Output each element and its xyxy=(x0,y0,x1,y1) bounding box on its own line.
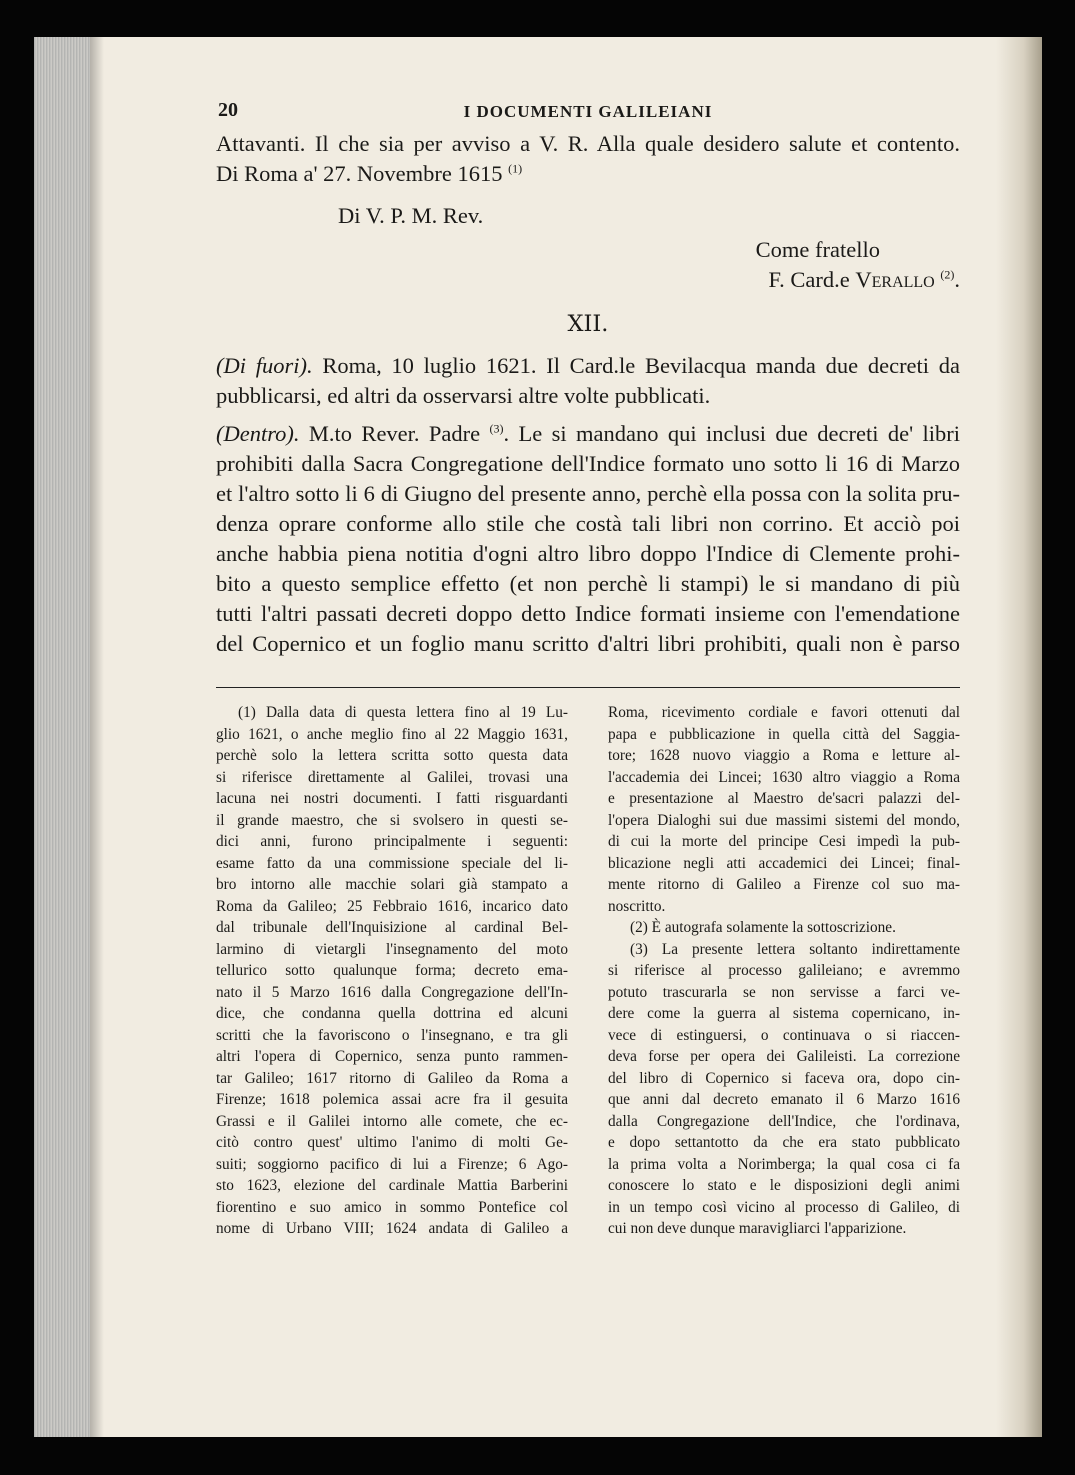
footnote-line: citò contro quest' ultimo l'animo di molti Ge- xyxy=(216,1134,568,1151)
salutation: Di V. P. M. Rev. xyxy=(338,203,484,228)
footnote-line: e dopo settantotto da che era stato pubblicato xyxy=(608,1134,960,1151)
page-content xyxy=(216,93,960,1240)
footnote-line: fiorentino e suo amico in sommo Pontefice col xyxy=(216,1198,568,1216)
footnote-line: tar Galileo; 1617 ritorno di Galileo da Roma a xyxy=(216,1069,568,1087)
footnote-line: conoscere lo stato e le disposizioni degli animi xyxy=(608,1177,960,1194)
text-line: denza oprare conforme allo stile che costà tali libri non corrino. Et acciò poi xyxy=(216,511,960,536)
footnote-line: blicazione negli atti accademici dei Lincei; final- xyxy=(608,854,960,872)
footnote-line: si riferisce al processo galileiano; e avremmo xyxy=(608,962,960,979)
document-number: XII. xyxy=(567,311,609,337)
footnotes-right-column xyxy=(608,702,960,1240)
footnote-line: papa e pubblicazione in quella città del Saggia- xyxy=(608,725,960,743)
page-edges xyxy=(34,37,90,1437)
footnote-line: (1) Dalla data di questa lettera fino al 19 Lu- xyxy=(238,704,568,721)
signature: F. Card.e Verallo $^{(2)}$. xyxy=(768,267,960,292)
footnote-divider xyxy=(216,687,960,688)
footnote-line: dere come la guerra al sistema copernicano, in- xyxy=(608,1005,960,1022)
running-title: I DOCUMENTI GALILEIANI xyxy=(463,102,713,121)
footnote-line: dalla Congregazione dell'Indice, che l'ordinava, xyxy=(608,1112,960,1130)
footnote-line: dal tribunale dell'Inquisizione al cardinal Bel- xyxy=(216,919,568,936)
footnote-line: (2) È autografa solamente la sottoscrizione. xyxy=(630,919,896,936)
footnote-line: Firenze; 1618 polemica assai acre fra il gesuita xyxy=(216,1091,568,1108)
text-line: Di Roma a' 27. Novembre 1615 $^{(1)}$ xyxy=(216,161,523,186)
text-line: Attavanti. Il che sia per avviso a V. R. Alla quale desidero salute et contento. xyxy=(216,131,960,156)
footnote-line: vece di estinguersi, o continuava o si riaccen- xyxy=(608,1026,960,1044)
running-header xyxy=(216,93,960,129)
footnote-line: e presentazione al Maestro de'sacri palazzi del- xyxy=(608,790,960,807)
text-line: (Dentro). M.to Rever. Padre $^{(3)}$. Le si mandano qui inclusi due decreti de' libri xyxy=(216,421,961,446)
footnote-line: tore; 1628 nuovo viaggio a Roma e letture al- xyxy=(608,747,960,764)
footnote-line: que anni dal decreto emanato il 6 Marzo 1616 xyxy=(608,1091,960,1108)
footnote-line: tellurico sotto qualunque forma; decreto ema- xyxy=(216,962,568,979)
footnote-line: esame fatto da una commissione speciale del li- xyxy=(216,854,568,872)
footnote-line: l'opera Dialoghi sui due massimi sistemi del mondo, xyxy=(608,811,960,829)
footnote-line: si riferisce direttamente al Galilei, trovasi una xyxy=(216,768,568,786)
footnotes-left-column xyxy=(216,702,568,1240)
text-line: et l'altro sotto li 6 di Giugno del presente anno, perchè ella possa con la solita pru- xyxy=(216,481,960,506)
footnote-line: dice, che condanna quella dottrina ed alcuni xyxy=(216,1005,568,1022)
paragraph-dentro xyxy=(216,419,960,659)
footnote-line: in un tempo così vicino al processo di Galileo, di xyxy=(608,1198,960,1216)
footnotes xyxy=(216,702,960,1240)
footnote-line: dici anni, furono principalmente i seguenti: xyxy=(216,833,568,850)
footnote-line: del libro di Copernico si faceva ora, dopo cin- xyxy=(608,1069,960,1087)
text-line: (Di fuori). Roma, 10 luglio 1621. Il Card.le Bevilacqua manda due decreti da xyxy=(216,353,961,378)
footnote-line: la prima volta a Norimberga; la qual cosa ci fa xyxy=(608,1155,960,1173)
book-gutter xyxy=(996,37,1042,1437)
text-line: tutti l'altri passati decreti doppo detto Indice formati insieme con l'emendatione xyxy=(216,601,960,626)
footnote-line: cui non deve dunque maravigliarci l'apparizione. xyxy=(608,1220,907,1237)
footnote-line: perchè solo la lettera scritta sotto questa data xyxy=(216,747,568,764)
text-line: anche habbia piena notitia d'ogni altro libro doppo l'Indice di Clemente prohi- xyxy=(216,541,960,566)
footnote-line: l'accademia dei Lincei; 1630 altro viaggio a Roma xyxy=(608,768,960,786)
footnote-line: mente ritorno di Galileo a Firenze col suo ma- xyxy=(608,876,960,893)
page-number: 20 xyxy=(218,99,238,121)
letter-end xyxy=(216,129,960,295)
footnote-line: potuto trascurarla se non servisse a farci ve- xyxy=(608,983,960,1001)
footnote-line: lacuna nei nostri documenti. I fatti risguardanti xyxy=(216,790,568,807)
footnote-line: suiti; soggiorno pacifico di lui a Firenze; 6 Ago- xyxy=(216,1155,568,1173)
paragraph-fuori xyxy=(216,351,960,411)
footnote-line: glio 1621, o anche meglio fino al 22 Maggio 1631, xyxy=(216,725,568,743)
text-line: bito a questo semplice effetto (et non perchè li stampi) le si mandano di più xyxy=(216,571,960,596)
footnote-line: Roma, ricevimento cordiale e favori ottenuti dal xyxy=(608,704,960,721)
footnote-line: altri l'opera di Copernico, senza punto rammen- xyxy=(216,1048,568,1065)
text-line: prohibiti dalla Sacra Congregatione dell'Indice formato uno sotto li 16 di Marzo xyxy=(216,451,960,476)
footnote-line: bro intorno alle macchie solari già stampato a xyxy=(216,876,568,893)
footnote-line: larmino di vietargli l'insegnamento del moto xyxy=(216,940,568,958)
footnote-line: di cui la morte del principe Cesi impedì la pub- xyxy=(608,833,960,850)
text-line: pubblicarsi, ed altri da osservarsi altre volte pubblicati. xyxy=(216,383,711,408)
closing: Come fratello xyxy=(755,237,880,262)
book-page xyxy=(34,37,1042,1437)
footnote-line: noscritto. xyxy=(608,897,666,915)
footnote-ref: (2) xyxy=(940,267,955,282)
footnote-line: nome di Urbano VIII; 1624 andata di Galileo a xyxy=(216,1220,568,1237)
footnote-line: Grassi e il Galilei intorno alle comete, che ec- xyxy=(216,1112,568,1130)
footnote-line: Roma da Galileo; 25 Febbraio 1616, incarico dato xyxy=(216,897,568,915)
footnote-line: sto 1623, elezione del cardinale Mattia Barberini xyxy=(216,1177,568,1194)
footnote-line: il grande maestro, che si svolsero in questi se- xyxy=(216,811,568,829)
footnote-line: nato il 5 Marzo 1616 dalla Congregazione dell'In- xyxy=(216,983,568,1001)
text-line: del Copernico et un foglio manu scritto d'altri libri prohibiti, quali non è parso xyxy=(216,631,960,656)
footnote-line: deva forse per opera dei Galileisti. La correzione xyxy=(608,1048,960,1065)
footnote-ref: (1) xyxy=(508,161,523,176)
footnote-line: scritti che la favoriscono o l'insegnano, e tra gli xyxy=(216,1026,568,1044)
footnote-line: (3) La presente lettera soltanto indirettamente xyxy=(630,940,960,958)
